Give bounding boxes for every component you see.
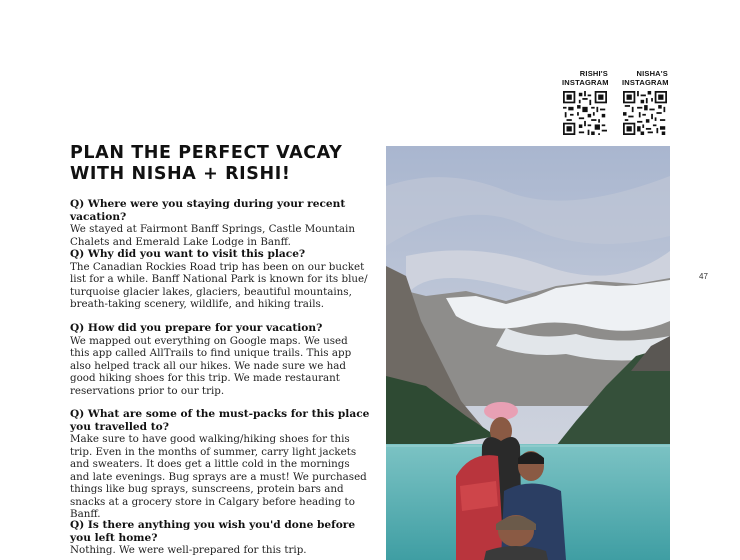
question: Q) What are some of the must-packs for this place you travelled to?: [70, 408, 370, 433]
family-lake-photo: [386, 146, 670, 560]
nisha-instagram-qr[interactable]: [622, 69, 668, 139]
question: Q) Why did you want to visit this place?: [70, 248, 306, 260]
qr-code-icon[interactable]: [623, 91, 667, 135]
lake-louise-illustration: [386, 146, 670, 560]
answer: Nothing. We were well-prepared for this trip.: [70, 544, 307, 556]
qa-item-prepare: [70, 322, 370, 397]
rishi-instagram-label: RISHI'S INSTAGRAM: [562, 69, 609, 87]
rishi-instagram-qr[interactable]: [562, 69, 608, 139]
question: Q) Is there anything you wish you'd done before you left home?: [70, 519, 356, 544]
page-number: 47: [699, 272, 708, 281]
nisha-instagram-label: NISHA'S INSTAGRAM: [622, 69, 669, 87]
answer: The Canadian Rockies Road trip has been on our bucket list for a while. Banff National Park is known for its blue/ turquoise glacier lakes, glaciers, beautiful mountains, breath-taking scenery, wildlife, and hiking trails.: [70, 260, 368, 310]
answer: Make sure to have good walking/hiking shoes for this trip. Even in the months of summer, carry light jackets and sweaters. It does get a little cold in the mornings and late evenings. Bug sprays are a must! We purchased things like bug sprays, sunscreens, protein bars and snacks at a grocery store in Calgary before heading to Banff.: [70, 433, 367, 520]
question: Q) How did you prepare for your vacation?: [70, 322, 323, 334]
page-title-line-1: PLAN THE PERFECT VACAY: [70, 143, 343, 163]
page-title-line-2: WITH NISHA + RISHI!: [70, 164, 291, 184]
question: Q) Where were you staying during your recent vacation?: [70, 198, 346, 223]
qa-item-wish: [70, 519, 370, 557]
answer: We mapped out everything on Google maps. We used this app called AllTrails to find unique trails. This app also helped track all our hikes. We nade sure we had good hiking shoes for this trip. We made restaurant reservations prior to our trip.: [70, 334, 352, 397]
qa-item-why-visit: [70, 248, 370, 311]
page-title: [70, 143, 342, 185]
answer: We stayed at Fairmont Banff Springs, Castle Mountain Chalets and Emerald Lake Lodge in Banff.: [70, 223, 355, 248]
qa-item-must-packs: [70, 408, 370, 521]
qa-item-staying: [70, 198, 370, 248]
qr-code-icon[interactable]: [563, 91, 607, 135]
